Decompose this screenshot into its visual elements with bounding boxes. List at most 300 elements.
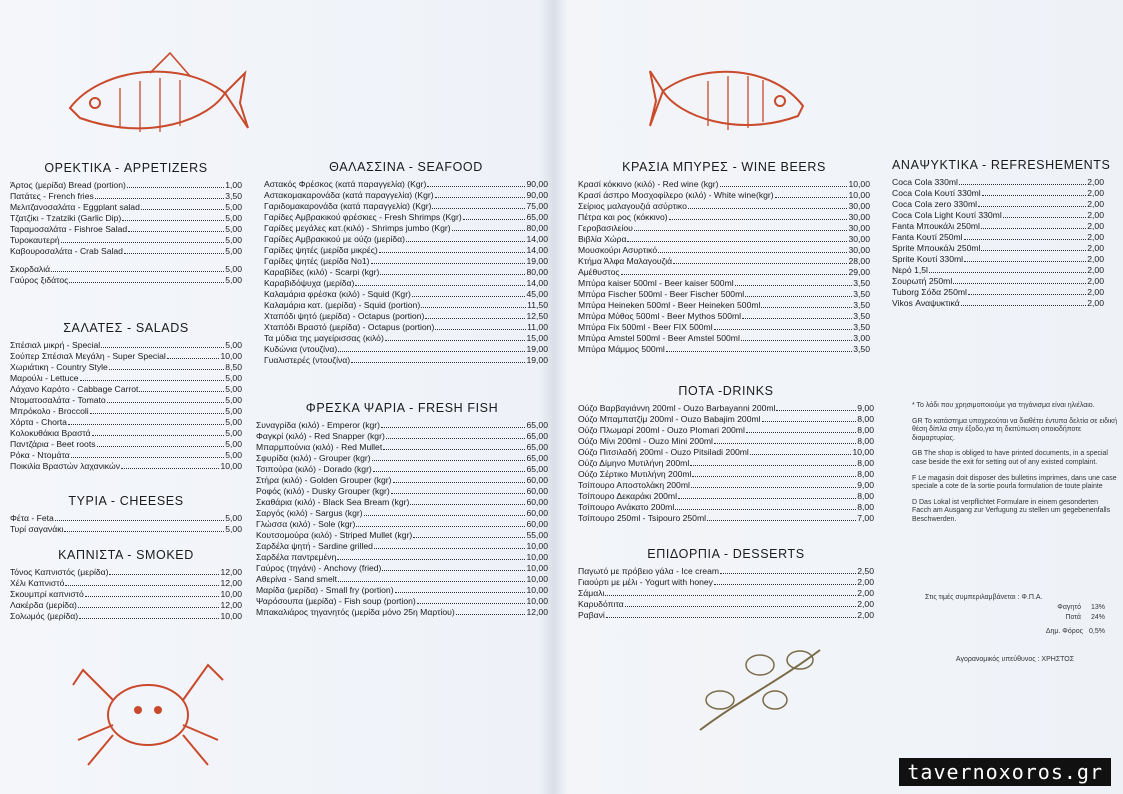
- menu-item-name: Γαριδομακαρονάδα (κατά παραγγελία) (Kgr): [264, 201, 432, 211]
- menu-item-name: Γιαούρτι με μέλι - Yogurt with honey: [578, 577, 713, 587]
- menu-item-price: 8,00: [857, 469, 874, 479]
- menu-item-price: 3,50: [853, 300, 870, 310]
- menu-item: [578, 322, 870, 333]
- menu-item-name: Σαργός (κιλό) - Sargus (kgr): [256, 508, 363, 518]
- menu-item-price: 30,00: [848, 223, 870, 233]
- menu-item-price: 28,00: [848, 256, 870, 266]
- menu-item-price: 65,00: [526, 464, 548, 474]
- tax-drink-rate: 24%: [1090, 614, 1105, 621]
- dot-leader: [383, 442, 525, 450]
- menu-item-name: Γλώσσα (κιλό) - Sole (kgr): [256, 519, 356, 529]
- refreshments-title: ΑΝΑΨΥΚΤΙΚΑ - REFRESHEMENTS: [892, 158, 1111, 172]
- menu-item-name: Σκουμπρί καπνιστό: [10, 589, 84, 599]
- menu-item-price: 3,00: [853, 333, 870, 343]
- dot-leader: [61, 235, 225, 243]
- menu-item-name: Στήρα (κιλό) - Golden Grouper (kgr): [256, 475, 392, 485]
- dot-leader: [714, 436, 856, 444]
- menu-item-name: Μαρούλι - Lettuce: [10, 373, 79, 383]
- menu-item-name: Καραβιδόψυχα (μερίδα): [264, 278, 355, 288]
- menu-item-price: 29,00: [848, 267, 870, 277]
- menu-item: [256, 497, 548, 508]
- menu-item-name: Φαγκρί (κιλό) - Red Snapper (kgr): [256, 431, 385, 441]
- menu-item-name: Τα μύδια της μαγείρισσας (κιλό): [264, 333, 384, 343]
- menu-item-price: 19,00: [526, 355, 548, 365]
- seafood-section: [264, 162, 548, 366]
- menu-item-name: Γαύρος ξιδάτος: [10, 275, 69, 285]
- fish-illustration-left: [60, 48, 250, 148]
- menu-item: [256, 464, 548, 475]
- dot-leader: [122, 213, 224, 221]
- menu-item-price: 2,00: [1087, 243, 1104, 253]
- menu-item: [264, 355, 548, 366]
- salads-section: [10, 323, 242, 472]
- note-gb: GB The shop is obliged to have printed documents, in a special case beside the exit for setting out of any existed complaint.: [912, 450, 1108, 466]
- dot-leader: [395, 585, 526, 593]
- dot-leader: [720, 179, 848, 187]
- menu-item-price: 90,00: [526, 190, 548, 200]
- menu-item-price: 8,00: [857, 414, 874, 424]
- menu-item-name: Αστακός Φρέσκος (κατά παραγγελία) (Kgr): [264, 179, 427, 189]
- dot-leader: [371, 256, 526, 264]
- menu-item: [892, 243, 1104, 254]
- menu-item: [264, 179, 548, 190]
- menu-item-name: Τσίπουρο Δεκαράκι 200ml: [578, 491, 677, 501]
- dot-leader: [69, 275, 224, 283]
- menu-item-price: 11,50: [527, 300, 548, 310]
- menu-item: [256, 420, 548, 431]
- menu-item-name: Coca Cola zero 330ml: [892, 199, 978, 209]
- menu-item: [10, 246, 242, 257]
- menu-item: [578, 256, 870, 267]
- menu-item-name: Ψαρόσουπα (μερίδα) - Fish soup (portion): [256, 596, 416, 606]
- dot-leader: [374, 541, 526, 549]
- dot-leader: [373, 464, 526, 472]
- menu-item-price: 60,00: [526, 519, 548, 529]
- menu-item: [578, 234, 870, 245]
- menu-item-name: Αθερίνα - Sand smelt: [256, 574, 338, 584]
- menu-item-price: 8,00: [857, 436, 874, 446]
- menu-item: [578, 179, 870, 190]
- menu-item-name: Coca Cola Light Κουτί 330ml: [892, 210, 1002, 220]
- menu-item-price: 5,00: [225, 395, 242, 405]
- menu-item-price: 5,00: [225, 275, 242, 285]
- menu-item-price: 2,00: [857, 599, 874, 609]
- menu-item-name: Καρυδόπιτα: [578, 599, 624, 609]
- menu-item: [10, 428, 242, 439]
- menu-item: [264, 333, 548, 344]
- menu-item-price: 5,00: [225, 340, 242, 350]
- menu-item: [578, 333, 870, 344]
- menu-item-price: 65,00: [526, 431, 548, 441]
- dot-leader: [669, 212, 848, 220]
- menu-item: [578, 436, 874, 447]
- menu-item: [10, 351, 242, 362]
- menu-item: [578, 414, 874, 425]
- menu-item: [264, 223, 548, 234]
- dot-leader: [382, 563, 525, 571]
- dot-leader: [452, 223, 526, 231]
- menu-item: [892, 254, 1104, 265]
- menu-item-name: Χόρτα - Chorta: [10, 417, 67, 427]
- menu-item: [892, 199, 1104, 210]
- dot-leader: [421, 300, 526, 308]
- menu-item: [264, 256, 548, 267]
- dot-leader: [625, 599, 857, 607]
- cheeses-section: [10, 496, 242, 535]
- menu-item-name: Αμέθυστος: [578, 267, 620, 277]
- menu-item-name: Σαρδέλα παντρεμένη: [256, 552, 337, 562]
- menu-item-price: 3,50: [853, 278, 870, 288]
- menu-item-price: 30,00: [848, 212, 870, 222]
- menu-item-price: 10,00: [220, 611, 242, 621]
- menu-item-name: Τσίπουρο Αποστολάκη 200ml: [578, 480, 690, 490]
- menu-item-name: Σούπερ Σπέσιαλ Μεγάλη - Super Special: [10, 351, 166, 361]
- menu-item-name: Sprite Κουτί 330ml: [892, 254, 964, 264]
- menu-item-name: Μπαρμπούνια (κιλό) - Red Mullet: [256, 442, 383, 452]
- note-fr: F Le magasin doit disposer des bulletins imprimes, dans une case speciale a cote de la sortie pourla formulation de toute plainte: [912, 474, 1117, 491]
- menu-item-price: 80,00: [526, 267, 548, 277]
- menu-item: [10, 373, 242, 384]
- dot-leader: [981, 243, 1086, 251]
- dot-leader: [435, 322, 526, 330]
- menu-item: [578, 245, 870, 256]
- dot-leader: [762, 414, 857, 422]
- menu-item-price: 5,00: [225, 428, 242, 438]
- market-inspector: Αγορανομικός υπεύθυνος : ΧΡΗΣΤΟΣ: [955, 656, 1075, 663]
- tax-municipal-label: Δημ. Φόρος: [1045, 628, 1084, 635]
- menu-item: [256, 596, 548, 607]
- menu-item-price: 3,50: [853, 289, 870, 299]
- menu-item-price: 5,00: [225, 406, 242, 416]
- menu-item: [256, 486, 548, 497]
- dot-leader: [432, 201, 525, 209]
- dot-leader: [90, 406, 225, 414]
- menu-item-name: Σάμαλι: [578, 588, 605, 598]
- dot-leader: [406, 234, 525, 242]
- menu-item: [10, 202, 242, 213]
- smoked-section: [10, 550, 242, 622]
- menu-item-name: Ούζο Μπαμπατζίμ 200ml - Ouzo Babajim 200ml: [578, 414, 761, 424]
- menu-item-price: 2,00: [1087, 287, 1104, 297]
- menu-item-price: 2,00: [1087, 232, 1104, 242]
- menu-item-price: 2,00: [1087, 221, 1104, 231]
- menu-item-price: 5,00: [225, 439, 242, 449]
- menu-item: [10, 264, 242, 275]
- note-gr: GR Το κατάστημα υποχρεούται να διαθέτει έντυπα δελτία σε ειδική θέση δίπλα στην έξοδο,για τη διατύπωση οποιοδήποτε διαμαρτυρίας.: [912, 417, 1118, 442]
- menu-item: [256, 607, 548, 618]
- dot-leader: [964, 254, 1086, 262]
- menu-item-name: Γυαλιστερές (ντουζίνα): [264, 355, 351, 365]
- menu-item-price: 14,00: [526, 278, 548, 288]
- menu-item: [10, 406, 242, 417]
- dot-leader: [71, 450, 225, 458]
- dot-leader: [627, 234, 847, 242]
- appetizers-title: ΟΡΕΚΤΙΚΑ - APPETIZERS: [44, 161, 208, 175]
- menu-item-name: Ούζο Βαρβαγιάννη 200ml - Ouzo Barbayanni 200ml: [578, 403, 776, 413]
- menu-item-name: Σκαθάρια (κιλό) - Black Sea Bream (kgr): [256, 497, 410, 507]
- menu-item: [264, 344, 548, 355]
- menu-item: [10, 224, 242, 235]
- menu-item: [10, 567, 242, 578]
- menu-item-price: 60,00: [526, 497, 548, 507]
- menu-item-price: 5,00: [225, 450, 242, 460]
- dot-leader: [337, 552, 525, 560]
- menu-item: [10, 395, 242, 406]
- menu-item-price: 60,00: [526, 475, 548, 485]
- menu-item-name: Συναγρίδα (κιλό) - Emperor (kgr): [256, 420, 381, 430]
- menu-item-price: 10,00: [848, 190, 870, 200]
- menu-item-price: 80,00: [526, 223, 548, 233]
- menu-item-name: Μπύρα Fischer 500ml - Beer Fischer 500ml: [578, 289, 745, 299]
- menu-item-name: Σουρωτή 250ml: [892, 276, 953, 286]
- menu-item-name: Ρόκα - Ντομάτα: [10, 450, 70, 460]
- menu-item-price: 10,00: [848, 179, 870, 189]
- menu-item-name: Σείριος μαλαγουζιά ασύρτικο: [578, 201, 687, 211]
- dot-leader: [413, 530, 525, 538]
- menu-item: [578, 212, 870, 223]
- menu-item-name: Ούζο Μίνι 200ml - Ouzo Mini 200ml: [578, 436, 713, 446]
- dot-leader: [380, 267, 525, 275]
- menu-item-name: Ντοματοσαλάτα - Tomato: [10, 395, 106, 405]
- dot-leader: [688, 201, 848, 209]
- menu-item-price: 8,00: [857, 425, 874, 435]
- menu-item-name: Τσιπούρα (κιλό) - Dorado (kgr): [256, 464, 372, 474]
- menu-item-price: 2,00: [1087, 199, 1104, 209]
- dot-leader: [425, 311, 525, 319]
- menu-item: [578, 610, 874, 621]
- menu-item-name: Vikos Αναψυκτικά: [892, 298, 960, 308]
- menu-item-name: Γεροβασιλείου: [578, 223, 633, 233]
- dot-leader: [750, 447, 852, 455]
- menu-item-name: Παγωτό με πρόβειο γάλα - Ice cream: [578, 566, 720, 576]
- menu-item-price: 7,00: [857, 513, 874, 523]
- note-oil: * Το λάδι που χρησιμοποιούμε για τηγάνισμα είναι ηλιέλαιο.: [912, 402, 1095, 409]
- menu-item-price: 2,50: [857, 566, 874, 576]
- menu-item: [256, 552, 548, 563]
- tax-intro: Στις τιμές συμπεριλαμβάνεται : Φ.Π.Α.: [925, 594, 1043, 601]
- dot-leader: [691, 480, 856, 488]
- desserts-section: [578, 549, 874, 621]
- dot-leader: [391, 486, 526, 494]
- menu-item: [10, 384, 242, 395]
- menu-item-name: Τυροκαυτερή: [10, 235, 60, 245]
- menu-item-price: 10,00: [526, 563, 548, 573]
- dot-leader: [735, 278, 853, 286]
- menu-item: [264, 300, 548, 311]
- menu-item-name: Σολωμός (μερίδα): [10, 611, 79, 621]
- menu-item: [578, 447, 874, 458]
- menu-item: [10, 600, 242, 611]
- menu-item: [256, 442, 548, 453]
- menu-item-name: Μουσκούρι Ασυρτικό: [578, 245, 658, 255]
- menu-item-name: Πέτρα και ρος (κόκκινο): [578, 212, 668, 222]
- menu-item: [578, 513, 874, 524]
- menu-item-price: 14,00: [526, 245, 548, 255]
- menu-item-price: 5,00: [225, 513, 242, 523]
- menu-item-name: Τσίπουρο 250ml - Tsipouro 250ml: [578, 513, 707, 523]
- dot-leader: [435, 190, 526, 198]
- menu-item-price: 9,00: [857, 403, 874, 413]
- menu-item-name: Γαρίδες Αμβρακικού με ούζο (μερίδα): [264, 234, 406, 244]
- dot-leader: [968, 287, 1086, 295]
- menu-item-price: 19,00: [526, 256, 548, 266]
- menu-item: [578, 403, 874, 414]
- menu-item-price: 14,00: [526, 234, 548, 244]
- dot-leader: [714, 577, 856, 585]
- dot-leader: [658, 245, 847, 253]
- dot-leader: [981, 221, 1086, 229]
- menu-item: [578, 566, 874, 577]
- menu-item: [264, 278, 548, 289]
- menu-item-price: 5,00: [225, 202, 242, 212]
- dot-leader: [139, 384, 224, 392]
- menu-item-price: 3,50: [225, 191, 242, 201]
- menu-item-name: Καλαμάρια κατ. (μερίδα) - Squid (portion): [264, 300, 421, 310]
- menu-item-name: Τσίπουρο Ανάκατο 200ml: [578, 502, 675, 512]
- menu-item-price: 15,00: [526, 333, 548, 343]
- menu-item: [578, 344, 870, 355]
- menu-item-price: 65,00: [526, 420, 548, 430]
- menu-item-name: Ραβανί: [578, 610, 605, 620]
- menu-item-name: Μαρίδα (μερίδα) - Small fry (portion): [256, 585, 394, 595]
- menu-item: [892, 276, 1104, 287]
- crab-illustration: [68, 640, 228, 780]
- dot-leader: [666, 344, 852, 352]
- menu-item-name: Χωριάτικη - Country Style: [10, 362, 108, 372]
- menu-item-name: Ποικιλία Βραστών λαχανικών: [10, 461, 121, 471]
- menu-item-name: Ούζο Δίμηνο Μυτιλήνη 200ml: [578, 458, 690, 468]
- menu-item-name: Τυρί σαγανάκι: [10, 524, 64, 534]
- dot-leader: [456, 607, 526, 615]
- menu-item-name: Καραβίδες (κιλό) - Scarpi (kgr): [264, 267, 380, 277]
- menu-item-price: 2,00: [1087, 265, 1104, 275]
- menu-item: [264, 234, 548, 245]
- dot-leader: [417, 596, 526, 604]
- dot-leader: [109, 362, 224, 370]
- menu-item: [264, 245, 548, 256]
- dot-leader: [385, 333, 526, 341]
- menu-item-price: 2,00: [1087, 254, 1104, 264]
- dot-leader: [85, 589, 220, 597]
- menu-item: [10, 589, 242, 600]
- menu-item: [264, 289, 548, 300]
- dot-leader: [634, 223, 848, 231]
- menu-item-price: 8,50: [225, 362, 242, 372]
- menu-item: [256, 530, 548, 541]
- dot-leader: [761, 300, 852, 308]
- dot-leader: [953, 276, 1086, 284]
- menu-item-name: Γαρίδες ψητές (μερίδα Νο1): [264, 256, 370, 266]
- menu-item: [256, 541, 548, 552]
- menu-item-price: 3,50: [853, 322, 870, 332]
- menu-item-name: Χέλι Καπνιστό: [10, 578, 65, 588]
- dot-leader: [97, 439, 225, 447]
- menu-item: [264, 201, 548, 212]
- menu-item-name: Fanta Μπουκάλι 250ml: [892, 221, 980, 231]
- menu-item-name: Σπέσιαλ μικρή - Special: [10, 340, 101, 350]
- menu-item-price: 12,00: [220, 578, 242, 588]
- menu-item-price: 2,00: [1087, 210, 1104, 220]
- menu-item-price: 5,00: [225, 524, 242, 534]
- menu-item-price: 8,00: [857, 502, 874, 512]
- menu-item: [264, 311, 548, 322]
- fresh-fish-section: [256, 403, 548, 618]
- menu-item: [578, 458, 874, 469]
- menu-item-name: Χταπόδι Βραστό (μερίδα) - Octapus (portion): [264, 322, 435, 332]
- menu-item: [256, 563, 548, 574]
- menu-item-name: Τόνος Καπνιστός (μερίδα): [10, 567, 109, 577]
- dot-leader: [959, 177, 1086, 185]
- menu-item-name: Καβουροσαλάτα - Crab Salad: [10, 246, 123, 256]
- menu-item-name: Μπρόκολο - Broccoli: [10, 406, 89, 416]
- menu-item-price: 55,00: [526, 530, 548, 540]
- menu-item-price: 2,00: [857, 610, 874, 620]
- menu-item-name: Σκορδαλιά: [10, 264, 51, 274]
- dot-leader: [714, 322, 853, 330]
- menu-item-price: 30,00: [848, 234, 870, 244]
- menu-item: [578, 278, 870, 289]
- menu-item: [10, 513, 242, 524]
- dot-leader: [121, 461, 219, 469]
- dot-leader: [463, 212, 526, 220]
- menu-item: [256, 431, 548, 442]
- menu-item: [10, 275, 242, 286]
- menu-item-name: Μπύρα Μύθος 500ml - Beer Mythos 500ml: [578, 311, 742, 321]
- menu-item-price: 2,00: [1087, 298, 1104, 308]
- menu-item-name: Ούζο Πιτσιλαδή 200ml - Ouzo Pitsiladi 200ml: [578, 447, 749, 457]
- menu-item: [892, 298, 1104, 309]
- menu-item: [10, 417, 242, 428]
- menu-item: [892, 188, 1104, 199]
- menu-item-price: 10,00: [526, 541, 548, 551]
- menu-item-name: Κρασί άσπρο Μοσχοφίλερο (κιλό) - White wine(kgr): [578, 190, 774, 200]
- dot-leader: [606, 610, 856, 618]
- menu-item-name: Λάχανο Καρότο - Cabbage Carrot: [10, 384, 139, 394]
- menu-item: [10, 450, 242, 461]
- dot-leader: [621, 267, 848, 275]
- menu-item-name: Μπύρα kaiser 500ml - Beer kaiser 500ml: [578, 278, 734, 288]
- menu-item: [264, 212, 548, 223]
- dot-leader: [55, 513, 225, 521]
- dot-leader: [745, 289, 852, 297]
- dot-leader: [381, 420, 525, 428]
- menu-item: [578, 190, 870, 201]
- menu-item: [892, 287, 1104, 298]
- menu-item: [10, 362, 242, 373]
- menu-item: [578, 599, 874, 610]
- menu-item-name: Κολοκυθάκια Βραστά: [10, 428, 91, 438]
- menu-item: [892, 265, 1104, 276]
- menu-item-name: Μπύρα Amstel 500ml - Beer Amstel 500ml: [578, 333, 740, 343]
- menu-item-price: 65,00: [526, 212, 548, 222]
- dot-leader: [78, 600, 220, 608]
- menu-item-price: 12,50: [526, 311, 548, 321]
- menu-item: [578, 223, 870, 234]
- menu-item-price: 60,00: [526, 486, 548, 496]
- menu-item-name: Παντζάρια - Beet roots: [10, 439, 96, 449]
- menu-item: [264, 322, 548, 333]
- menu-item: [256, 475, 548, 486]
- dot-leader: [51, 264, 224, 272]
- menu-item: [10, 578, 242, 589]
- menu-item-name: Φέτα - Feta: [10, 513, 54, 523]
- menu-item-name: Σαρδέλα ψητή - Sardine grilled: [256, 541, 373, 551]
- menu-item-name: Βιβλία Χώρα: [578, 234, 627, 244]
- dot-leader: [742, 311, 852, 319]
- menu-item-price: 5,00: [225, 384, 242, 394]
- menu-item: [578, 502, 874, 513]
- menu-item-name: Τζατζίκι - Tzatziki (Garlic Dip): [10, 213, 122, 223]
